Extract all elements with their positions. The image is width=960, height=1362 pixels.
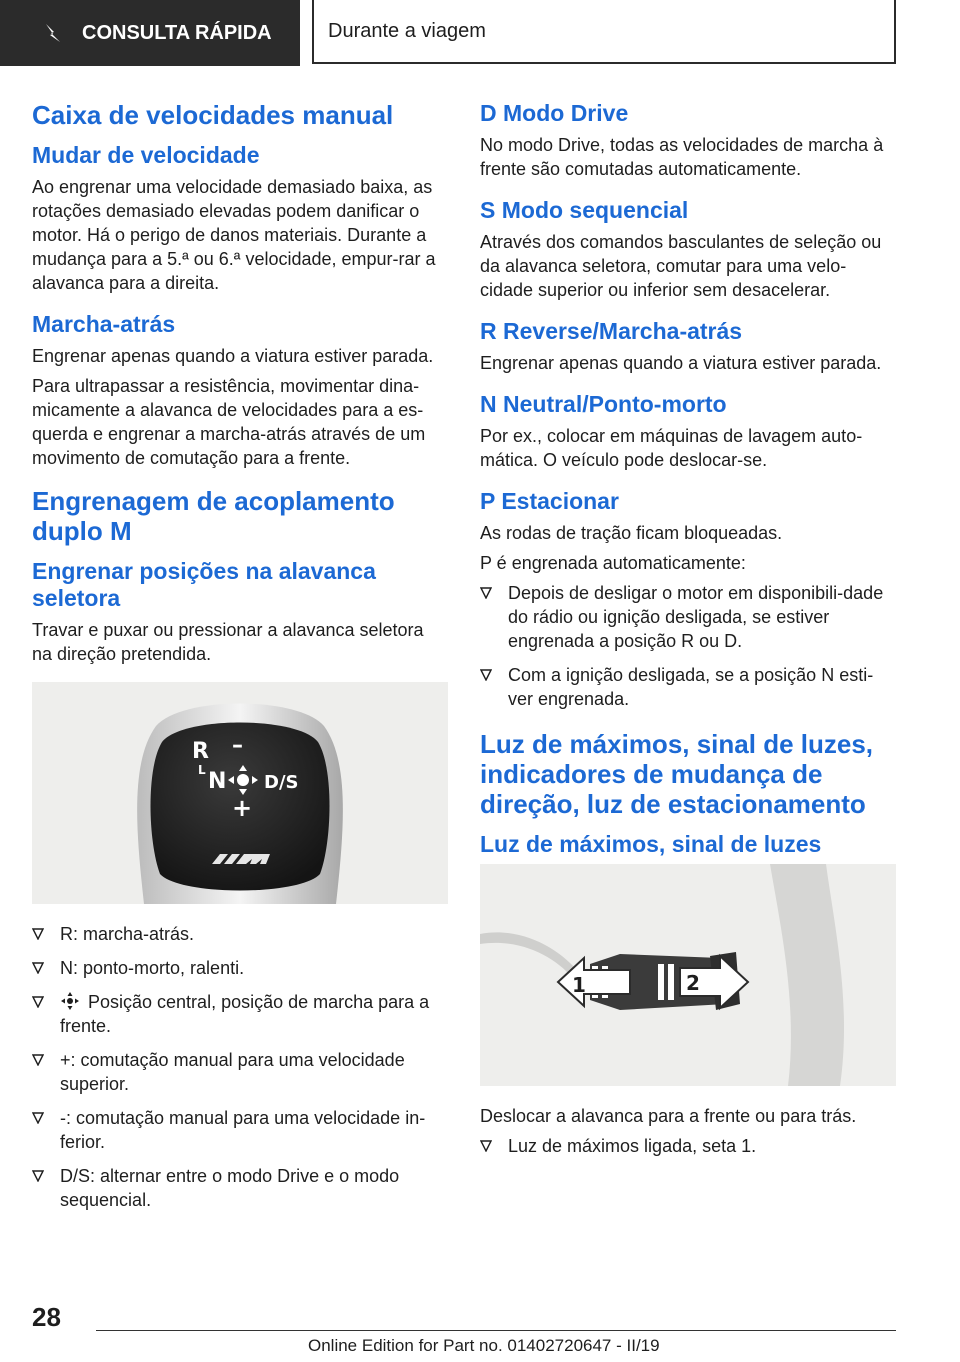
bullet-triangle-icon — [32, 962, 44, 974]
bullet-triangle-icon — [32, 996, 44, 1008]
label-l: L — [198, 763, 206, 777]
bullet-triangle-icon — [32, 1170, 44, 1182]
paragraph-reverse-2: Para ultrapassar a resistência, movimentar dina‐micamente a alavanca de velocidades para a es‐querda e engrenar a marcha-atrás através de um movimento de comutação para a frente. — [32, 376, 426, 468]
edition-info: Online Edition for Part no. 01402720647 - II/19 — [308, 1336, 660, 1355]
list-item: Depois de desligar o motor em disponibili‐dade do rádio ou ignição desligada, se estiver engrenada a posição R ou D. — [480, 581, 896, 653]
heading-reverse: Marcha-atrás — [32, 311, 176, 337]
list-item: D/S: alternar entre o modo Drive e o modo sequencial. — [32, 1164, 448, 1212]
left-column — [32, 100, 448, 1230]
label-plus: + — [232, 794, 253, 822]
bullet-triangle-icon — [32, 1054, 44, 1066]
light-stalk-figure — [480, 864, 896, 1086]
label-ds: D/S — [264, 772, 299, 793]
tab-quick-label: CONSULTA RÁPIDA — [82, 21, 272, 44]
heading-reverse-gear: R Reverse/Marcha-atrás — [480, 318, 743, 344]
list-item: +: comutação manual para uma velocidade superior. — [32, 1048, 448, 1096]
list-item: N: ponto-morto, ralenti. — [32, 956, 448, 980]
park-conditions-list — [480, 581, 896, 711]
tab-quick-reference[interactable] — [0, 0, 300, 66]
lightning-icon — [42, 22, 64, 44]
paragraph-reverse-1: Engrenar apenas quando a viatura estiver parada. — [32, 346, 434, 366]
gear-selector-illustration — [32, 682, 448, 904]
right-column — [480, 100, 896, 1176]
label-minus: – — [232, 733, 243, 758]
heading-manual-gearbox: Caixa de velocidades manual — [32, 100, 394, 130]
gear-selector-figure — [32, 682, 448, 904]
label-arrow-1: 1 — [572, 973, 586, 997]
heading-shift-gears: Mudar de velocidade — [32, 142, 260, 168]
paragraph-sequential: Através dos comandos basculantes de seleção ou da alavanca seletora, comutar para uma velo‐cidade superior ou inferior sem desacelerar. — [480, 232, 882, 300]
paragraph-reverse: Engrenar apenas quando a viatura estiver parada. — [480, 353, 882, 373]
bullet-triangle-icon — [32, 1112, 44, 1124]
heading-high-beam: Luz de máximos, sinal de luzes — [480, 831, 822, 857]
label-arrow-2: 2 — [686, 971, 700, 995]
bullet-triangle-icon — [480, 1140, 492, 1152]
list-item: -: comutação manual para uma velocidade in‐ferior. — [32, 1106, 448, 1154]
tab-driving[interactable] — [312, 0, 896, 64]
label-r: R — [192, 739, 209, 764]
paragraph-shift: Ao engrenar uma velocidade demasiado baixa, as rotações demasiado elevadas podem danificar o motor. Há o perigo de danos materiais. Durante a mudança para a 5.ª ou 6.ª velocidade, empur‐rar a alavanca para a direita. — [32, 177, 436, 293]
page-header — [0, 0, 960, 66]
heading-drive-mode: D Modo Drive — [480, 100, 629, 126]
heading-sequential-mode: S Modo sequencial — [480, 197, 689, 223]
bullet-triangle-icon — [480, 587, 492, 599]
footer-divider — [96, 1330, 896, 1331]
heading-dct: Engrenagem de acoplamento duplo M — [32, 486, 395, 546]
heading-park: P Estacionar — [480, 488, 619, 514]
center-position-icon — [60, 992, 80, 1010]
bullet-triangle-icon — [32, 928, 44, 940]
paragraph-park-1: As rodas de tração ficam bloqueadas. — [480, 523, 783, 543]
heading-selector-positions: Engrenar posições na alavanca seletora — [32, 558, 376, 611]
paragraph-selector: Travar e puxar ou pressionar a alavanca seletora na direção pretendida. — [32, 620, 424, 664]
list-item: Posição central, posição de marcha para a frente. — [32, 990, 448, 1038]
bullet-triangle-icon — [480, 669, 492, 681]
label-n: N — [208, 769, 227, 794]
paragraph-park-2: P é engrenada automaticamente: — [480, 553, 746, 573]
tab-section-label: Durante a viagem — [328, 19, 486, 42]
light-stalk-illustration — [480, 864, 896, 1086]
page-number: 28 — [32, 1302, 61, 1332]
heading-lights: Luz de máximos, sinal de luzes, indicadores de mudança de direção, luz de estacionamento — [480, 729, 874, 819]
list-item: Com a ignição desligada, se a posição N esti‐ver engrenada. — [480, 663, 896, 711]
heading-neutral: N Neutral/Ponto-morto — [480, 391, 727, 417]
list-item: Luz de máximos ligada, seta 1. — [480, 1134, 896, 1158]
selector-positions-list — [32, 922, 448, 1212]
list-item: R: marcha-atrás. — [32, 922, 448, 946]
paragraph-high-beam: Deslocar a alavanca para a frente ou para trás. — [480, 1106, 857, 1126]
paragraph-neutral: Por ex., colocar em máquinas de lavagem auto‐mática. O veículo pode deslocar-se. — [480, 426, 863, 470]
high-beam-list — [480, 1134, 896, 1158]
paragraph-drive: No modo Drive, todas as velocidades de marcha à frente são comutadas automaticamente. — [480, 135, 884, 179]
